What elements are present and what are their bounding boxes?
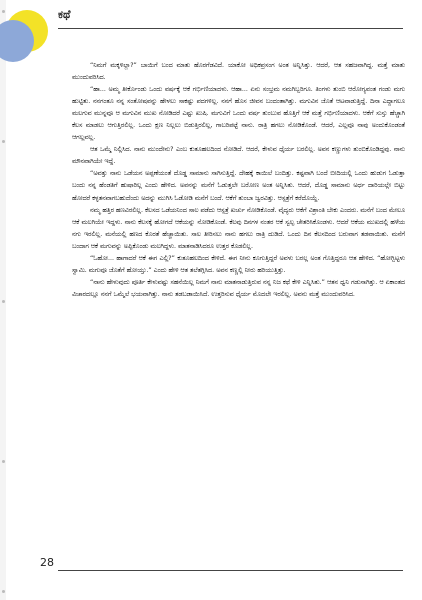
paragraph: “ಹಾ... ಅಮ್ಮ ತೀರ್ಕೊಂಡು ಒಂದು ವರ್ಷಕ್ಕೆ ಆಕೆ ಗರ್ಭಿಣಿಯಾದಳು. ಆಹಾ... ಏನು ಸಂಭ್ರಮ ನಮಗಿಬ್ಬರಿಗೂ. ತಿಂಗಳು ತುಂಬಿ ಆರೋಗ್ಯವಂತ ಗಂಡು ಮಗು ಹುಟ್ಟಿತು. ನನಗಂತೂ ನನ್ನ ಸಂತೋಷವನ್ನು ಹೇಳಲು ಸಾಕಷ್ಟು ಪದಗಳಿಲ್ಲ. ನನಗೆ ಹೊಸ ಜೀವನ ಬಂದಂತಾಗಿತ್ತು. ಮಗುವಿನ ಜೊತೆ ಆಟವಾಡುತ್ತಿದ್ದೆ. ದಿನಾ ಎದ್ದಾಗಲೂ ಮಲಗುವ ಮುನ್ನವೂ ಆ ಮಗುವಿನ ಮುಖ ನೋಡಿದರೆ ಎಷ್ಟು ಖುಷಿ. ಮಗುವಿಗೆ ಒಂದು ವರ್ಷ ತುಂಬುವ ಹೊತ್ತಿಗೆ ಆಕೆ ಮತ್ತೆ ಗರ್ಭಿಣಿಯಾದಳು. ಆಕೆಗೆ ಸುಸ್ತು ಹೆಚ್ಚಾಗಿ ಕೆಲಸ ಮಾಡಲು ಆಗುತ್ತಿರಲಿಲ್ಲ. ಒಂದು ಕ್ಷಣ ನಿಲ್ಲಲು ಬಿಡುತ್ತಿರಲಿಲ್ಲ, ಗಾಬರಿಪಟ್ಟೆ ನಾನು. ರಾತ್ರಿ ಹಗಲು ನೋಡಿಕೊಂಡೆ. ಆದರೆ, ಎಲ್ಲವೂ ನಾವು ಅಂದುಕೊಂಡಂತೆ ಆಗಲ್ಲವಲ್ಲ. (72, 86, 405, 142)
paragraph: “ನಾನು ಹೇಳುವುದು ಪೂರ್ತಿ ಕೇಳುವಷ್ಟು ಸಹನೆಯಿಲ್ಲ ನಿಮಗೆ ನಾನು ಮಾತನಾಡುತ್ತಿರುವ ನನ್ನ ನಿಜ ಕಥೆ ಕೇಳಿ ಎನ್ನಿಸಿತು.” ಆತನ ಧ್ವನಿ ಗಡುಸಾಗಿತ್ತು. ಆ ಏಕಾಂತದ ವಿಚಾರದಲ್ಲೂ ನನಗೆ ಒಮ್ಮೆಲೆ ಭಯವಾಗಿತ್ತು. ನಾನು ತಡಬಡಾಯಿಸಿದೆ. ಉತ್ತರಿಸುವ ಧೈರ್ಯ ಮೊದಲೇ ಇರಲಿಲ್ಲ. ಅವನು ಮತ್ತೆ ಮುಂದುವರಿಸಿದ. (72, 278, 405, 298)
paragraph: “ನಿಮಗೆ ಮಕ್ಕಳಿಲ್ಲಾ?” ಬಾಯಿಗೆ ಬಂದ ಮಾತು ಹೊರಗೆಡವಿದೆ. ಯಾಕೋ ಅಧಿಕಪ್ರಸಂಗ ಅಂತ ಅನ್ನಿಸಿತ್ತು. ಆದರೆ, ಆತ ಸಹಜವಾಗಿದ್ದ. ಮತ್ತೆ ಮಾತು ಮುಂದುವರಿಸಿದ. (72, 62, 405, 82)
paragraph: “ಅವತ್ತು ನಾನು ಒಡೆಯನ ಅಪ್ಪಣೆಯಂತೆ ದೊಡ್ಡ ಸಾಮಾನು ಸಾಗಿಸುತ್ತಿದ್ದೆ. ದೇಹಕ್ಕೆ ಕಾಯಿಲೆ ಬಂದಿತ್ತು. ಕಷ್ಟವಾಗಿ ಬಂದೆ ಬೀದಿಯಲ್ಲಿ ಒಂದು ಹುಡುಗ ಓಡುತ್ತಾ ಬಂದು ನನ್ನ ಹೆಂಡತಿಗೆ ಹುಷಾರಿಲ್ಲ ಎಂದು ಹೇಳಿದ. ಅವನನ್ನು ಮನೆಗೆ ಓಡುತ್ತಲೇ ಬರೋಣ ಅಂತ ಅನ್ನಿಸಿತು. ಆದರೆ, ದೊಡ್ಡ ಸಾಮಾನು ಅರ್ಧ ದಾರಿಯಲ್ಲೇ ಬಿಟ್ಟು ಹೋದರೆ ಕಳ್ಳತನವಾಗಬಹುದೆಂದು ಅದನ್ನು ಮುಗಿಸಿ ಓಡೋಡಿ ಮನೆಗೆ ಬಂದೆ. ಆಕೆಗೆ ತುಂಬಾ ಜ್ವರವಿತ್ತು. ಆಸ್ಪತ್ರೆಗೆ ಕರೆದೊಯ್ದೆ. (72, 170, 405, 202)
paragraph: “ಓಹೋ... ಹಾಗಾದರೆ ಆಕೆ ಈಗ ಎಲ್ಲಿ?” ಕುತೂಹಲದಿಂದ ಕೇಳಿದೆ. ಈಗ ನೀನು ಕೂಗುತ್ತಿದ್ದರೆ ಅವಳು ಬರಲ್ಲ ಅಂತ ಗೊತ್ತಿದ್ದರೂ ಆತ ಹೇಳಿದ. “ಹೋಗ್ಬಿಟ್ಟಳು ಸ್ವಾಮಿ. ಮಗುವೂ ಜೊತೆಗೆ ಹೋಯ್ತು.” ಎಂದು ಹೇಳಿ ಆತ ತಲೆತಗ್ಗಿಸಿದ. ಅವನ ಕಣ್ಣಲ್ಲಿ ನೀರು ಹರಿಯುತ್ತಿತ್ತು. (72, 254, 405, 274)
section-title: ಕಥೆ (58, 8, 71, 21)
binding-dot (2, 590, 5, 593)
footer-rule (58, 570, 403, 571)
paragraph: ಆತ ಒಮ್ಮೆ ನಿಲ್ಲಿಸಿದ. ನಾನು ಮುಂದೇನು? ಎಂಬ ಕುತೂಹಲದಿಂದ ನೋಡಿದೆ. ಆದರೆ, ಕೇಳುವ ಧೈರ್ಯ ಬರಲಿಲ್ಲ. ಅವನ ಕಣ್ಣುಗಳು ತುಂಬಿಕೊಂಡಿದ್ದವು. ನಾನು ಮೌನವಾಗಿಯೇ ಇದ್ದೆ. (72, 146, 405, 166)
header-rule (58, 28, 403, 29)
binding-dot (2, 300, 5, 303)
page-edge (0, 0, 6, 600)
binding-dot (2, 460, 5, 463)
decorative-circle-blue (0, 20, 34, 62)
page-header (0, 0, 422, 32)
paragraph: ನಮ್ಮ ಹತ್ತಿರ ಹಣವಿರಲಿಲ್ಲ. ಕೆಲಸದ ಒಡೆಯನಿಂದ ಸಾಲ ಪಡೆದು ಆಸ್ಪತ್ರೆ ಖರ್ಚು ನೋಡಿಕೊಂಡೆ. ವೈದ್ಯರು ಆಕೆಗೆ ವಿಶ್ರಾಂತಿ ಬೇಕು ಎಂದರು. ಮನೆಗೆ ಬಂದ ಮೇಲೂ ಆಕೆ ಮಲಗಿಯೇ ಇದ್ದಳು. ನಾನು ಕೆಲಸಕ್ಕೆ ಹೋಗದೆ ಆಕೆಯನ್ನು ನೋಡಿಕೊಂಡೆ. ಕೆಲವು ದಿನಗಳ ನಂತರ ಆಕೆ ಸ್ವಲ್ಪ ಚೇತರಿಸಿಕೊಂಡಳು. ಆದರೆ ಆಕೆಯ ಮುಖದಲ್ಲಿ ಹಳೆಯ ನಗು ಇರಲಿಲ್ಲ. ಮನೆಯಲ್ಲಿ ಹಣದ ಕೊರತೆ ಹೆಚ್ಚಾಯಿತು. ಸಾಲ ತೀರಿಸಲು ನಾನು ಹಗಲು ರಾತ್ರಿ ದುಡಿದೆ. ಒಂದು ದಿನ ಕೆಲಸದಿಂದ ಬರುವಾಗ ತಡವಾಯಿತು. ಮನೆಗೆ ಬಂದಾಗ ಆಕೆ ಮಗುವನ್ನು ಅಪ್ಪಿಕೊಂಡು ಮಲಗಿದ್ದಳು. ಮಾತನಾಡಿಸಿದರೂ ಉತ್ತರ ಕೊಡಲಿಲ್ಲ. (72, 206, 405, 250)
page-number: 28 (40, 556, 54, 569)
story-body (72, 60, 405, 301)
binding-dot (2, 140, 5, 143)
